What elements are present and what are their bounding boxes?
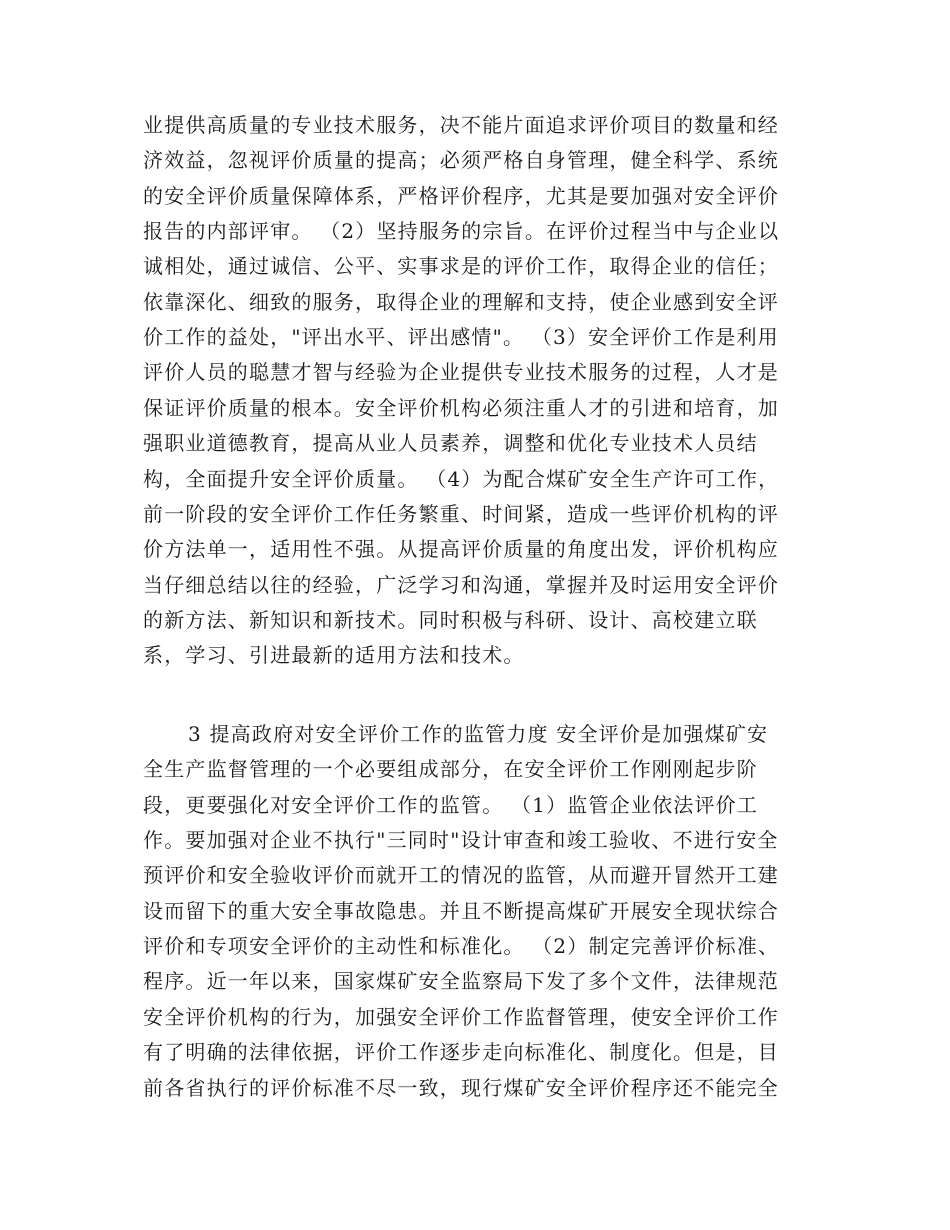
text-line: 评价和专项安全评价的主动性和标准化。 （2）制定完善评价标准、 [143, 934, 780, 958]
text-line: 段，更要强化对安全评价工作的监管。 （1）监管企业依法评价工 [143, 793, 759, 817]
text-line: 构，全面提升安全评价质量。 （4）为配合煤矿安全生产许可工作， [143, 467, 780, 491]
text-line: 作。要加强对企业不执行"三同时"设计审查和竣工验收、不进行安全 [143, 828, 779, 852]
text-line: 强职业道德教育，提高从业人员素养，调整和优化专业技术人员结 [143, 431, 758, 455]
section-heading-line: 3 提高政府对安全评价工作的监管力度 安全评价是加强煤矿安 [188, 722, 769, 746]
text-line: 当仔细总结以往的经验，广泛学习和沟通，掌握并及时运用安全评价 [143, 573, 779, 597]
text-line: 价工作的益处，"评出水平、评出感情"。 （3）安全评价工作是利用 [143, 325, 779, 349]
text-line: 前一阶段的安全评价工作任务繁重、时间紧，造成一些评价机构的评 [143, 502, 779, 526]
text-line: 安全评价机构的行为，加强安全评价工作监督管理，使安全评价工作 [143, 1005, 779, 1029]
text-line: 价方法单一，适用性不强。从提高评价质量的角度出发，评价机构应 [143, 537, 779, 561]
text-line: 的新方法、新知识和新技术。同时积极与科研、设计、高校建立联 [143, 608, 758, 632]
text-line: 系，学习、引进最新的适用方法和技术。 [143, 643, 525, 667]
text-line: 的安全评价质量保障体系，严格评价程序，尤其是要加强对安全评价 [143, 184, 779, 208]
text-line: 全生产监督管理的一个必要组成部分，在安全评价工作刚刚起步阶 [143, 757, 758, 781]
text-line: 报告的内部评审。 （2）坚持服务的宗旨。在评价过程当中与企业以 [143, 219, 780, 243]
text-line: 诚相处，通过诚信、公平、实事求是的评价工作，取得企业的信任； [143, 254, 779, 278]
text-line: 业提供高质量的专业技术服务，决不能片面追求评价项目的数量和经 [143, 113, 779, 137]
text-line: 预评价和安全验收评价而就开工的情况的监管，从而避开冒然开工建 [143, 863, 779, 887]
text-line: 设而留下的重大安全事故隐患。并且不断提高煤矿开展安全现状综合 [143, 899, 779, 923]
text-line: 程序。近一年以来，国家煤矿安全监察局下发了多个文件，法律规范 [143, 969, 779, 993]
text-line: 有了明确的法律依据，评价工作逐步走向标准化、制度化。但是，目 [143, 1040, 779, 1064]
text-line: 依靠深化、细致的服务，取得企业的理解和支持，使企业感到安全评 [143, 290, 779, 314]
text-line: 前各省执行的评价标准不尽一致，现行煤矿安全评价程序还不能完全 [143, 1076, 779, 1100]
text-line: 济效益，忽视评价质量的提高；必须严格自身管理，健全科学、系统 [143, 148, 779, 172]
text-line: 保证评价质量的根本。安全评价机构必须注重人才的引进和培育，加 [143, 396, 779, 420]
text-line: 评价人员的聪慧才智与经验为企业提供专业技术服务的过程，人才是 [143, 360, 779, 384]
